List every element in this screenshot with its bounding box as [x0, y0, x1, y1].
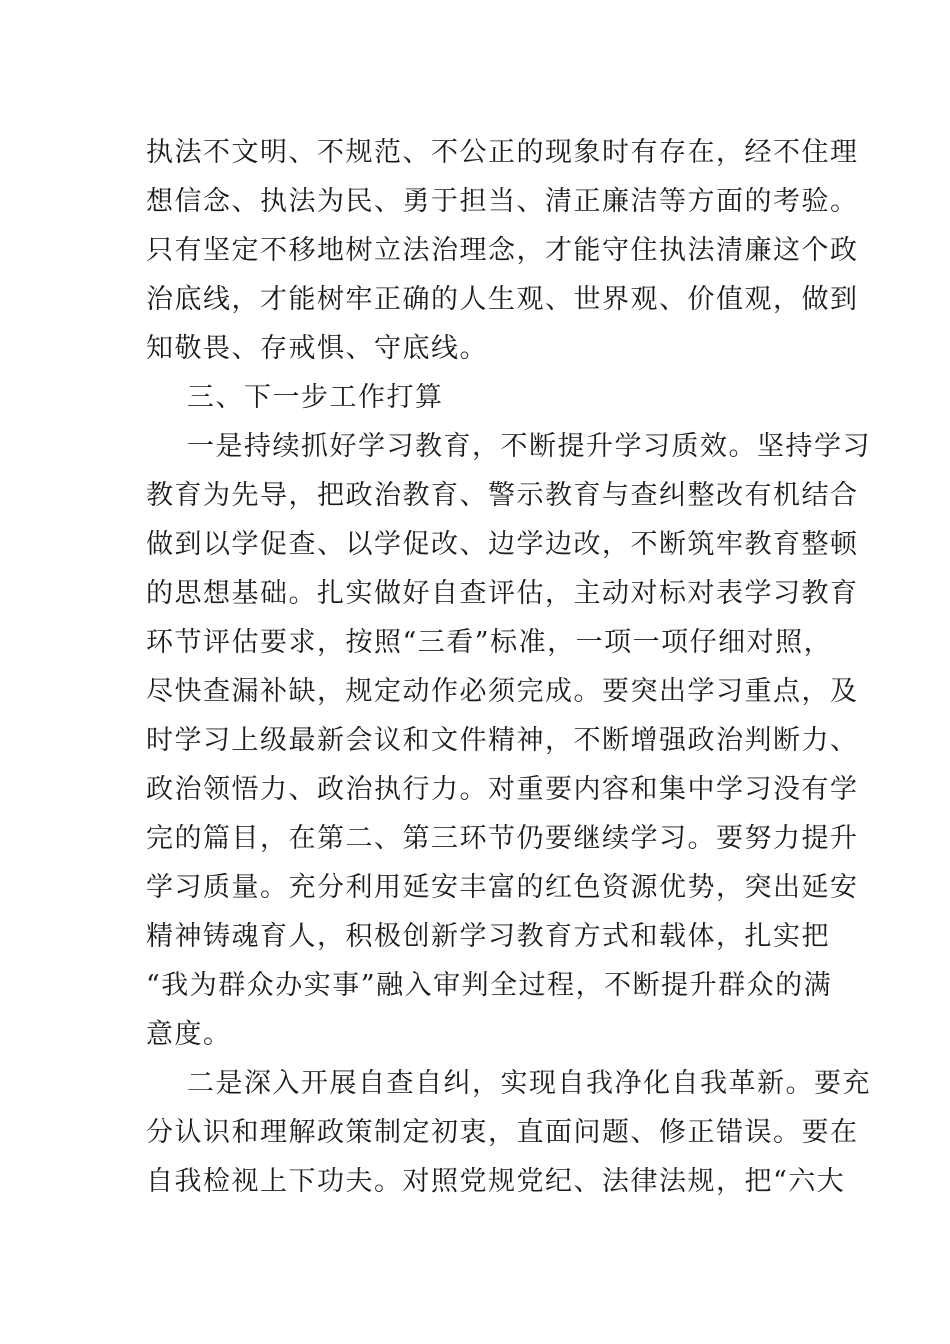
text-line: 尽快查漏补缺，规定动作必须完成。要突出学习重点，及: [146, 676, 859, 707]
text-line: 的思想基础。扎实做好自查评估，主动对标对表学习教育: [146, 578, 859, 609]
text-line: 二是深入开展自查自纠，实现自我净化自我革新。要充: [187, 1068, 871, 1099]
text-line: 精神铸魂育人，积极创新学习教育方式和载体，扎实把: [146, 921, 830, 952]
text-line: 分认识和理解政策制定初衷，直面问题、修正错误。要在: [146, 1117, 859, 1148]
text-line: 学习质量。充分利用延安丰富的红色资源优势，突出延安: [146, 872, 859, 903]
text-line: 自我检视上下功夫。对照党规党纪、法律法规，把“六大: [146, 1166, 846, 1197]
text-line: 执法不文明、不规范、不公正的现象时有存在，经不住理: [146, 137, 859, 168]
text-line: 教育为先导，把政治教育、警示教育与查纠整改有机结合: [146, 480, 859, 511]
text-line: 想信念、执法为民、勇于担当、清正廉洁等方面的考验。: [146, 186, 859, 217]
text-line: 环节评估要求，按照“三看”标准，一项一项仔细对照，: [146, 627, 833, 658]
text-line: 知敬畏、存戒惧、守底线。: [146, 333, 488, 364]
text-line: “我为群众办实事”融入审判全过程，不断提升群众的满: [146, 970, 833, 1001]
document-body: [146, 128, 871, 1206]
text-line: 一是持续抓好学习教育，不断提升学习质效。坚持学习: [187, 431, 871, 462]
paragraph-self-inspection: [146, 1059, 871, 1206]
text-line: 治底线，才能树牢正确的人生观、世界观、价值观，做到: [146, 284, 859, 315]
text-line: 时学习上级最新会议和文件精神，不断增强政治判断力、: [146, 725, 859, 756]
text-line: 只有坚定不移地树立法治理念，才能守住执法清廉这个政: [146, 235, 859, 266]
text-line: 意度。: [146, 1019, 232, 1050]
text-line: 政治领悟力、政治执行力。对重要内容和集中学习没有学: [146, 774, 859, 805]
section-heading: 三、下一步工作打算: [187, 382, 444, 413]
text-line: 完的篇目，在第二、第三环节仍要继续学习。要努力提升: [146, 823, 859, 854]
paragraph-study-education: [146, 422, 871, 1059]
text-line: 做到以学促查、以学促改、边学边改，不断筑牢教育整顿: [146, 529, 859, 560]
paragraph-continued: [146, 128, 859, 373]
